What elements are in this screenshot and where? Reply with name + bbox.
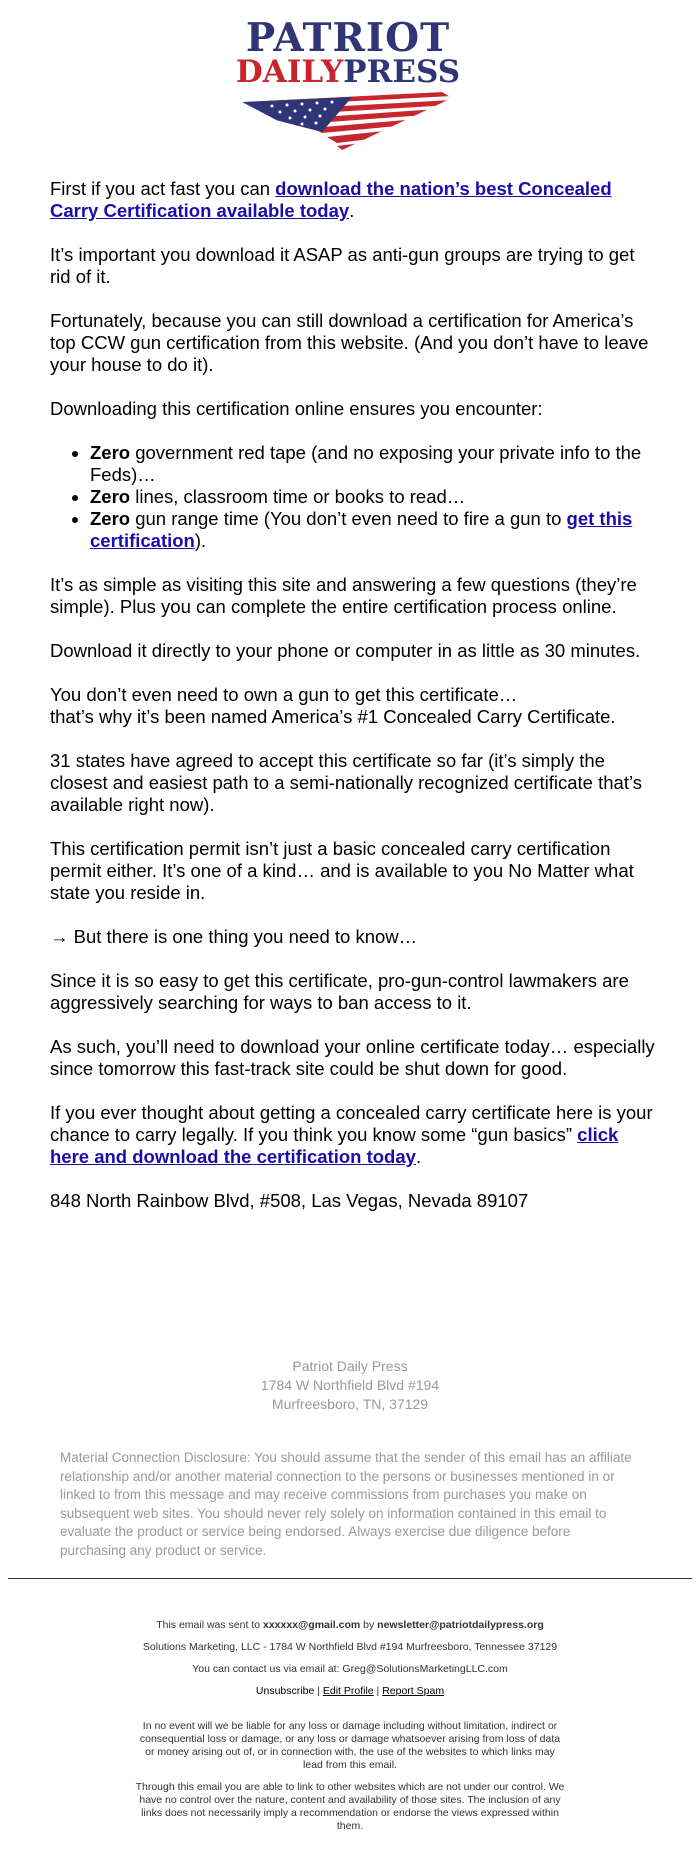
- list-item: • Zero government red tape (and no exposing your private info to the Feds)…: [90, 442, 655, 486]
- edit-profile-link[interactable]: Edit Profile: [322, 1685, 374, 1697]
- logo-line1: PATRIOT: [245, 15, 451, 61]
- logo-daily: DAILY: [235, 54, 344, 90]
- paragraph-simple: It’s as simple as visiting this site and answering a few questions (they’re simple). Plus you can complete the entire certification process online.: [50, 574, 637, 617]
- liability-notice: In no event will we be liable for any loss or damage including without limitation, indirect or consequential loss or damage, or any loss or damage whatsoever arising from loss of data or money arising out of, or in connection with, the use of the websites to which links may lead from this email.: [139, 1720, 561, 1771]
- email-body: [50, 178, 655, 1234]
- paragraph-states: 31 states have agreed to accept this certificate so far (it’s simply the closest and easiest path to a semi-nationally recognized certificate that’s available right now).: [50, 750, 642, 815]
- paragraph-download: Download it directly to your phone or computer in as little as 30 minutes.: [50, 640, 641, 661]
- publisher-city: Murfreesboro, TN, 37129: [271, 1396, 429, 1412]
- unsubscribe-link[interactable]: Unsubscribe: [255, 1685, 315, 1697]
- paragraph-ensures: Downloading this certification online ensures you encounter:: [50, 398, 543, 419]
- publisher-address: [0, 1357, 700, 1414]
- list-item: • Zero gun range time (You don’t even need to fire a gun to get this certification).: [90, 508, 655, 552]
- get-certification-link[interactable]: get this certification: [90, 508, 633, 551]
- logo-press: PRESS: [343, 54, 461, 90]
- email-footer: [135, 1619, 565, 1842]
- patriot-daily-press-logo: [228, 15, 478, 150]
- paragraph-chance: If you ever thought about getting a concealed carry certificate here is your chance to carry legally. If you think you know some “gun basics” click here and download the certification today.: [50, 1102, 653, 1167]
- list-item: • Zero lines, classroom time or books to read…: [90, 486, 655, 508]
- paragraph-asap: It’s important you download it ASAP as anti-gun groups are trying to get rid of it.: [50, 244, 635, 287]
- divider: [8, 1578, 692, 1579]
- external-links-notice: Through this email you are able to link to other websites which are not under our control. We have no control over the nature, content and availability of those sites. The inclusion of any links does not necessarily imply a recommendation or endorse the views expressed within them.: [135, 1781, 565, 1832]
- publisher-street: 1784 W Northfield Blvd #194: [260, 1377, 440, 1393]
- paragraph-permit: This certification permit isn’t just a basic concealed carry certification permit either. It’s one of a kind… and is available to you No Matter what state you reside in.: [50, 838, 634, 903]
- benefits-list: [50, 442, 655, 552]
- flag-icon: [242, 92, 452, 150]
- footer-links: Unsubscribe | Edit Profile | Report Spam: [255, 1685, 445, 1697]
- mailing-address: 848 North Rainbow Blvd, #508, Las Vegas, Nevada 89107: [50, 1190, 529, 1211]
- paragraph-own-gun: You don’t even need to own a gun to get this certificate… that’s why it’s been named America’s #1 Concealed Carry Certificate.: [50, 684, 616, 727]
- sender-email: newsletter@patriotdailypress.org: [377, 1619, 544, 1631]
- paragraph-as-such: As such, you’ll need to download your online certificate today… especially since tomorrow this fast-track site could be shut down for good.: [50, 1036, 655, 1079]
- contact-line: You can contact us via email at: Greg@SolutionsMarketingLLC.com: [192, 1663, 508, 1675]
- sent-to-line: This email was sent to xxxxxx@gmail.com by newsletter@patriotdailypress.org: [156, 1619, 544, 1631]
- logo-line2: [228, 54, 468, 90]
- recipient-email: xxxxxx@gmail.com: [263, 1619, 361, 1631]
- intro-paragraph: First if you act fast you can download the nation’s best Concealed Carry Certification available today.: [50, 178, 612, 221]
- paragraph-one-thing: → But there is one thing you need to know…: [50, 926, 418, 947]
- publisher-name: Patriot Daily Press: [292, 1358, 408, 1374]
- paragraph-fortunately: Fortunately, because you can still download a certification for America’s top CCW gun certification from this website. (And you don’t have to leave your house to do it).: [50, 310, 649, 375]
- download-today-link[interactable]: click here and download the certification today: [50, 1124, 619, 1167]
- company-address: Solutions Marketing, LLC - 1784 W Northfield Blvd #194 Murfreesboro, Tennessee 37129: [142, 1641, 558, 1653]
- material-connection-disclosure: Material Connection Disclosure: You should assume that the sender of this email has an affiliate relationship and/or another material connection to the persons or businesses mentioned in or linked to from this message and may receive commissions from purchases you make on subsequent web sites. You should never rely solely on information contained in this email to evaluate the product or service being endorsed. Always exercise due diligence before purchasing any product or service.: [60, 1450, 632, 1558]
- report-spam-link[interactable]: Report Spam: [382, 1685, 445, 1697]
- download-certification-link[interactable]: download the nation’s best Concealed Carry Certification available today: [50, 178, 612, 221]
- paragraph-lawmakers: Since it is so easy to get this certificate, pro-gun-control lawmakers are aggressively searching for ways to ban access to it.: [50, 970, 629, 1013]
